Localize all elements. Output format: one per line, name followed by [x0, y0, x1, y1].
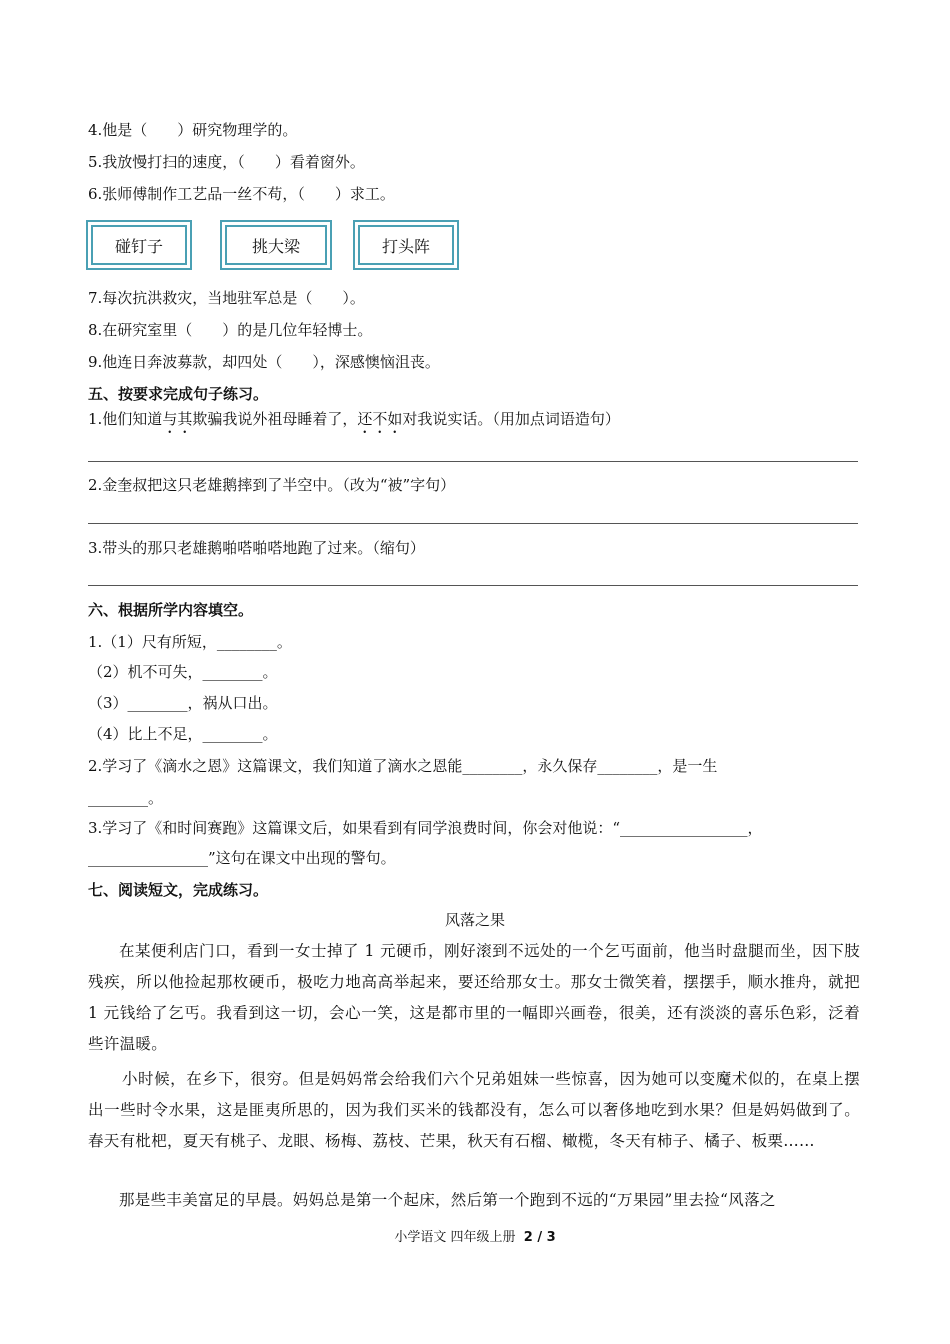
question-8: 8.在研究室里（ ）的是几位年轻博士。	[88, 321, 373, 339]
q1-prefix: 1.他们知道	[88, 410, 163, 428]
question-6: 6.张师傅制作工艺品一丝不苟，（ ）求工。	[88, 185, 395, 203]
section-6-heading: 六、根据所学内容填空。	[88, 601, 254, 619]
fill-line-8: ________________”这句在课文中出现的警句。	[88, 849, 396, 867]
fill-line-3: （3）________，祸从口出。	[88, 694, 278, 712]
question-9: 9.他连日奔波募款，却四处（ ），深感懊恼沮丧。	[88, 353, 440, 371]
answer-line-1[interactable]	[88, 461, 858, 462]
word-box-label: 打头阵	[358, 225, 454, 265]
passage-paragraph-1: 在某便利店门口，看到一女士掉了 1 元硬币，刚好滚到不远处的一个乞丐面前，他当时盘腿而坐，因下肢残疾，所以他捡起那枚硬币，极吃力地高高举起来，要还给那女士。那女士微笑着，摆摆手，顺水推舟，就把 1 元钱给了乞丐。我看到这一切，会心一笑，这是都市里的一幅即兴画卷，很美，还有淡淡的喜乐色彩，泛着些许温暖。	[88, 942, 860, 1053]
section-7-heading: 七、阅读短文，完成练习。	[88, 881, 269, 899]
word-box-2	[220, 220, 332, 270]
word-box-label: 挑大梁	[225, 225, 327, 265]
question-4: 4.他是（ ）研究物理学的。	[88, 121, 298, 139]
q1-middle: 欺骗我说外祖母睡着了，	[192, 410, 358, 428]
word-box-label: 碰钉子	[91, 225, 187, 265]
section-5-heading: 五、按要求完成句子练习。	[88, 385, 269, 403]
word-box-3	[353, 220, 459, 270]
q1-suffix: 对我说实话。（用加点词语造句）	[402, 410, 620, 428]
question-7: 7.每次抗洪救灾，当地驻军总是（ ）。	[88, 289, 365, 307]
part5-question-2: 2.金奎叔把这只老雄鹅摔到了半空中。（改为“被”字句）	[88, 476, 456, 494]
fill-line-4: （4）比上不足，________。	[88, 725, 278, 743]
fill-line-7: 3.学习了《和时间赛跑》这篇课文后，如果看到有同学浪费时间，你会对他说：“_________________，	[88, 819, 763, 837]
q1-dotted-word-2: 还不如	[357, 410, 403, 428]
fill-line-6: ________。	[88, 789, 164, 807]
question-5: 5.我放慢打扫的速度，（ ）看着窗外。	[88, 153, 365, 171]
q1-dotted-word-1: 与其	[162, 410, 193, 428]
page-number: 2 / 3	[523, 1230, 556, 1245]
part5-question-1	[88, 409, 620, 437]
answer-line-3[interactable]	[88, 585, 858, 586]
passage-paragraph-3: 那是些丰美富足的早晨。妈妈总是第一个起床，然后第一个跑到不远的“万果园”里去捡“风落之	[119, 1191, 776, 1209]
footer-text: 小学语文 四年级上册	[394, 1230, 516, 1245]
fill-line-2: （2）机不可失，________。	[88, 663, 278, 681]
page-footer	[0, 1226, 950, 1245]
fill-line-5: 2.学习了《滴水之恩》这篇课文，我们知道了滴水之恩能________，永久保存________，是一生	[88, 757, 718, 775]
passage-title: 风落之果	[444, 911, 505, 929]
fill-line-1: 1.（1）尺有所短，________。	[88, 633, 292, 651]
word-box-1	[86, 220, 192, 270]
part5-question-3: 3.带头的那只老雄鹅啪嗒啪嗒地跑了过来。（缩句）	[88, 539, 425, 557]
passage-paragraph-2: 小时候，在乡下，很穷。但是妈妈常会给我们六个兄弟姐妹一些惊喜，因为她可以变魔术似的，在桌上摆出一些时令水果，这是匪夷所思的，因为我们买米的钱都没有，怎么可以奢侈地吃到水果？但是妈妈做到了。春天有枇杷，夏天有桃子、龙眼、杨梅、荔枝、芒果，秋天有石榴、橄榄，冬天有柿子、橘子、板栗……	[88, 1070, 860, 1150]
answer-line-2[interactable]	[88, 523, 858, 524]
